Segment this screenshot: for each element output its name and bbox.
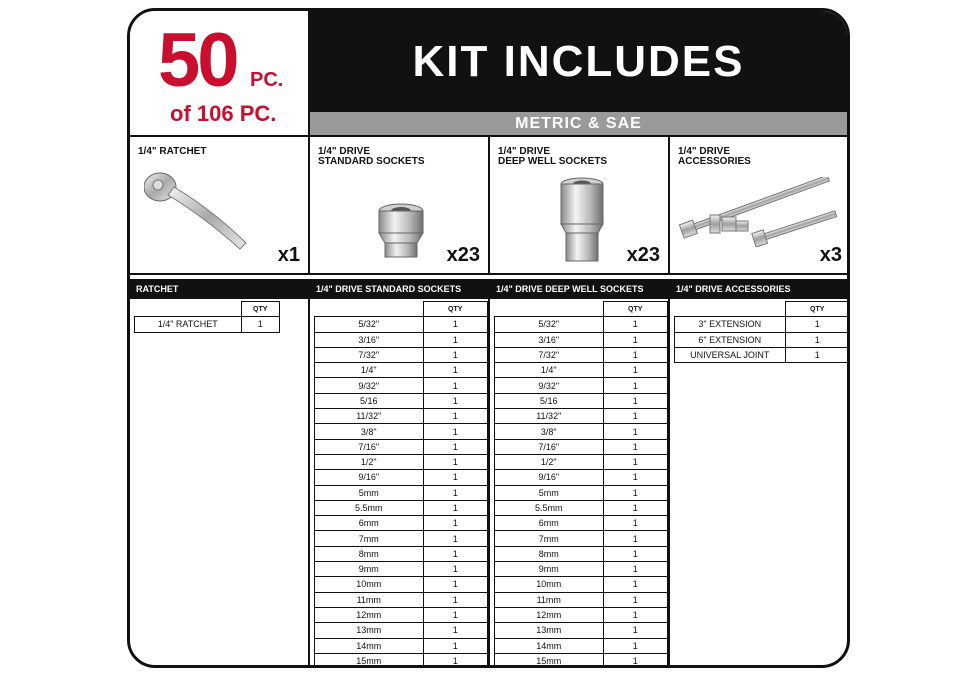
qty-cell: 1	[603, 577, 668, 592]
piece-count-box	[130, 11, 310, 135]
size-cell: 7mm	[495, 531, 604, 546]
size-cell: 13mm	[315, 623, 424, 638]
table-row	[315, 347, 488, 362]
table-row	[315, 607, 488, 622]
qty-cell: 1	[785, 347, 850, 362]
qty-cell: 1	[423, 592, 488, 607]
column-divider	[308, 279, 310, 668]
standard-socket-icon	[376, 203, 426, 261]
table-row	[495, 347, 668, 362]
table-row	[315, 424, 488, 439]
qty-cell: 1	[423, 378, 488, 393]
table-row	[495, 439, 668, 454]
table-row	[495, 500, 668, 515]
size-cell: 7/16"	[315, 439, 424, 454]
size-cell: 3/16"	[495, 332, 604, 347]
panel-qty: x3	[819, 244, 842, 266]
qty-cell: 1	[423, 424, 488, 439]
table-row	[495, 363, 668, 378]
table-row	[495, 393, 668, 408]
qty-cell: 1	[423, 317, 488, 332]
accessories-table	[674, 301, 850, 363]
size-cell: 3/8"	[495, 424, 604, 439]
size-cell: 11/32"	[495, 409, 604, 424]
qty-cell: 1	[423, 516, 488, 531]
qty-cell: 1	[603, 653, 668, 668]
title-bar	[310, 11, 847, 112]
table-row	[315, 439, 488, 454]
column-divider	[668, 279, 670, 668]
qty-cell: 1	[603, 454, 668, 469]
size-cell: 10mm	[495, 577, 604, 592]
table-row	[495, 577, 668, 592]
size-cell: 5/32"	[495, 317, 604, 332]
size-cell: 3/8"	[315, 424, 424, 439]
size-cell: 1/2"	[315, 454, 424, 469]
qty-header: QTY	[603, 302, 668, 317]
qty-cell: 1	[423, 439, 488, 454]
size-cell: 3/16"	[315, 332, 424, 347]
size-cell: 12mm	[495, 607, 604, 622]
size-cell: 9/32"	[315, 378, 424, 393]
table-row	[495, 454, 668, 469]
qty-cell: 1	[423, 577, 488, 592]
qty-cell: 1	[603, 638, 668, 653]
qty-cell: 1	[603, 607, 668, 622]
table-row	[315, 378, 488, 393]
table-row	[495, 485, 668, 500]
size-cell: 6mm	[495, 516, 604, 531]
deep-sockets-table	[494, 301, 668, 668]
panels-divider	[130, 273, 847, 275]
table-row	[495, 592, 668, 607]
table-row	[315, 638, 488, 653]
standard-sockets-table	[314, 301, 488, 668]
table-row	[675, 332, 850, 347]
size-cell: 5/16	[495, 393, 604, 408]
size-cell: 11/32"	[315, 409, 424, 424]
size-cell: 15mm	[495, 653, 604, 668]
size-cell: 9/16"	[315, 470, 424, 485]
subtitle-bar	[310, 112, 847, 135]
piece-count-suffix: PC.	[250, 69, 284, 91]
size-cell: 14mm	[495, 638, 604, 653]
qty-cell: 1	[603, 546, 668, 561]
table-row	[315, 485, 488, 500]
size-cell: 1/2"	[495, 454, 604, 469]
qty-cell: 1	[603, 623, 668, 638]
qty-cell: 1	[423, 500, 488, 515]
qty-cell: 1	[423, 347, 488, 362]
table-row	[315, 516, 488, 531]
table-row	[315, 546, 488, 561]
kit-contents-card	[127, 8, 850, 668]
table-row	[495, 607, 668, 622]
table-row	[495, 332, 668, 347]
table-row	[315, 332, 488, 347]
qty-cell: 1	[785, 332, 850, 347]
table-row	[315, 454, 488, 469]
size-cell: 15mm	[315, 653, 424, 668]
qty-cell: 1	[423, 562, 488, 577]
qty-cell: 1	[423, 653, 488, 668]
panel-accessories	[670, 137, 850, 273]
table-row	[495, 516, 668, 531]
panel-deep-sockets	[490, 137, 668, 273]
total-piece-count: of 106 PC.	[170, 101, 277, 126]
panel-qty: x23	[626, 244, 660, 266]
qty-cell: 1	[423, 393, 488, 408]
qty-cell: 1	[603, 592, 668, 607]
accessories-icon	[678, 177, 843, 247]
panel-standard-sockets	[310, 137, 488, 273]
size-cell: 1/4"	[315, 363, 424, 378]
ratchet-table	[134, 301, 280, 333]
size-cell: 6" EXTENSION	[675, 332, 786, 347]
size-cell: 9/16"	[495, 470, 604, 485]
qty-cell: 1	[423, 531, 488, 546]
size-cell: 5/16	[315, 393, 424, 408]
size-cell: 7/16"	[495, 439, 604, 454]
deep-socket-icon	[558, 177, 606, 265]
size-cell: 10mm	[315, 577, 424, 592]
table-row	[675, 317, 850, 332]
column-divider	[488, 279, 490, 668]
table-row	[315, 531, 488, 546]
size-cell: 7/32"	[495, 347, 604, 362]
deep-table-title: 1/4" DRIVE DEEP WELL SOCKETS	[490, 279, 668, 299]
table-row	[315, 592, 488, 607]
table-row	[495, 317, 668, 332]
panel-label: 1/4" DRIVE ACCESSORIES	[678, 146, 751, 167]
table-row	[495, 623, 668, 638]
panel-label: 1/4" DRIVE STANDARD SOCKETS	[318, 146, 425, 167]
table-row	[495, 653, 668, 668]
table-row	[495, 424, 668, 439]
qty-cell: 1	[423, 546, 488, 561]
qty-cell: 1	[423, 470, 488, 485]
size-cell: 5mm	[495, 485, 604, 500]
qty-cell: 1	[603, 470, 668, 485]
table-row	[495, 470, 668, 485]
table-row	[315, 470, 488, 485]
page-title: KIT INCLUDES	[412, 37, 745, 86]
ratchet-icon	[144, 167, 264, 267]
table-row	[315, 562, 488, 577]
qty-cell: 1	[423, 638, 488, 653]
qty-cell: 1	[423, 485, 488, 500]
size-cell: 8mm	[315, 546, 424, 561]
size-cell: UNIVERSAL JOINT	[675, 347, 786, 362]
table-row	[315, 409, 488, 424]
table-row	[315, 500, 488, 515]
size-cell: 9mm	[315, 562, 424, 577]
panel-qty: x23	[446, 244, 480, 266]
ratchet-table-title: RATCHET	[130, 279, 308, 299]
table-row	[495, 638, 668, 653]
size-cell: 9mm	[495, 562, 604, 577]
size-cell: 5/32"	[315, 317, 424, 332]
qty-cell: 1	[785, 317, 850, 332]
qty-cell: 1	[603, 378, 668, 393]
size-cell: 9/32"	[495, 378, 604, 393]
qty-cell: 1	[603, 347, 668, 362]
page-subtitle: METRIC & SAE	[515, 115, 642, 132]
qty-cell: 1	[603, 409, 668, 424]
size-cell: 6mm	[315, 516, 424, 531]
qty-header: QTY	[785, 302, 850, 317]
qty-cell: 1	[603, 424, 668, 439]
size-cell: 5.5mm	[495, 500, 604, 515]
panel-label: 1/4" DRIVE DEEP WELL SOCKETS	[498, 146, 608, 167]
size-cell: 14mm	[315, 638, 424, 653]
piece-count: 50	[158, 18, 237, 103]
table-row	[495, 546, 668, 561]
qty-cell: 1	[423, 454, 488, 469]
table-row	[315, 623, 488, 638]
panel-ratchet	[130, 137, 308, 273]
qty-cell: 1	[603, 531, 668, 546]
qty-cell: 1	[603, 393, 668, 408]
qty-cell: 1	[423, 623, 488, 638]
size-cell: 1/4" RATCHET	[135, 317, 242, 332]
qty-cell: 1	[603, 485, 668, 500]
table-row	[495, 409, 668, 424]
qty-header: QTY	[423, 302, 488, 317]
table-row	[315, 653, 488, 668]
table-row	[315, 363, 488, 378]
size-cell: 11mm	[315, 592, 424, 607]
accessories-table-title: 1/4" DRIVE ACCESSORIES	[670, 279, 850, 299]
panel-qty: x1	[277, 244, 300, 266]
table-row	[495, 562, 668, 577]
qty-cell: 1	[603, 317, 668, 332]
size-cell: 5mm	[315, 485, 424, 500]
size-cell: 11mm	[495, 592, 604, 607]
qty-cell: 1	[603, 516, 668, 531]
size-cell: 7/32"	[315, 347, 424, 362]
table-row	[495, 531, 668, 546]
table-row	[315, 317, 488, 332]
size-cell: 12mm	[315, 607, 424, 622]
qty-cell: 1	[603, 500, 668, 515]
qty-cell: 1	[423, 363, 488, 378]
table-row	[315, 577, 488, 592]
qty-cell: 1	[603, 363, 668, 378]
panel-label: 1/4" RATCHET	[138, 146, 207, 157]
table-row	[675, 347, 850, 362]
qty-cell: 1	[603, 332, 668, 347]
standard-table-title: 1/4" DRIVE STANDARD SOCKETS	[310, 279, 488, 299]
qty-cell: 1	[423, 409, 488, 424]
table-row	[495, 378, 668, 393]
qty-cell: 1	[603, 439, 668, 454]
size-cell: 7mm	[315, 531, 424, 546]
size-cell: 13mm	[495, 623, 604, 638]
table-row	[315, 393, 488, 408]
size-cell: 3" EXTENSION	[675, 317, 786, 332]
qty-cell: 1	[423, 332, 488, 347]
qty-header: QTY	[241, 302, 280, 317]
size-cell: 1/4"	[495, 363, 604, 378]
size-cell: 5.5mm	[315, 500, 424, 515]
qty-cell: 1	[241, 317, 280, 332]
qty-cell: 1	[423, 607, 488, 622]
table-row	[135, 317, 280, 332]
qty-cell: 1	[603, 562, 668, 577]
size-cell: 8mm	[495, 546, 604, 561]
